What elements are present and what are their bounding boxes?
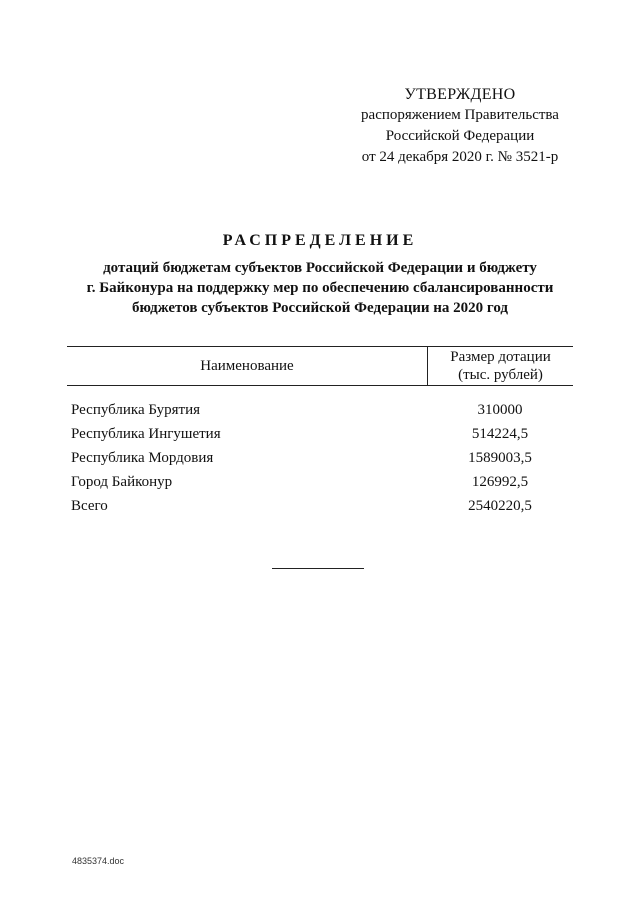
approval-block [330, 84, 590, 168]
column-header-name: Наименование [67, 347, 428, 385]
end-divider [272, 568, 364, 569]
table-row [67, 398, 573, 422]
document-subtitle [60, 258, 580, 318]
row-value: 1589003,5 [468, 449, 532, 466]
row-value: 310000 [477, 401, 523, 418]
row-value: 2540220,5 [468, 497, 532, 514]
column-header-value-line-1: Размер дотации [450, 349, 551, 365]
row-name: Всего [71, 497, 108, 514]
row-name: Республика Ингушетия [71, 425, 221, 442]
approval-authority: распоряжением Правительства [361, 107, 559, 123]
row-name: Город Байконур [71, 473, 173, 490]
subtitle-line-1: дотаций бюджетам субъектов Российской Федерации и бюджету [103, 260, 537, 276]
subtitle-line-2: г. Байконура на поддержку мер по обеспечению сбалансированности [86, 280, 554, 296]
document-code: 4835374.doc [72, 856, 125, 866]
table-header [67, 346, 573, 386]
row-value: 126992,5 [471, 473, 529, 490]
subtitle-line-3: бюджетов субъектов Российской Федерации на 2020 год [132, 300, 508, 316]
table-row [67, 422, 573, 446]
row-value: 514224,5 [471, 425, 529, 442]
table-row-total [67, 494, 573, 518]
column-header-value-line-2: (тыс. рублей) [458, 367, 543, 383]
column-header-value [428, 347, 573, 385]
approval-date-number: от 24 декабря 2020 г. № 3521-р [361, 149, 559, 165]
approval-heading: УТВЕРЖДЕНО [404, 86, 516, 103]
document-title: РАСПРЕДЕЛЕНИЕ [222, 232, 418, 249]
row-name: Республика Мордовия [71, 449, 214, 466]
approval-country: Российской Федерации [385, 128, 535, 144]
table-row [67, 446, 573, 470]
table-row [67, 470, 573, 494]
table-body [67, 398, 573, 518]
row-name: Республика Бурятия [71, 401, 201, 418]
